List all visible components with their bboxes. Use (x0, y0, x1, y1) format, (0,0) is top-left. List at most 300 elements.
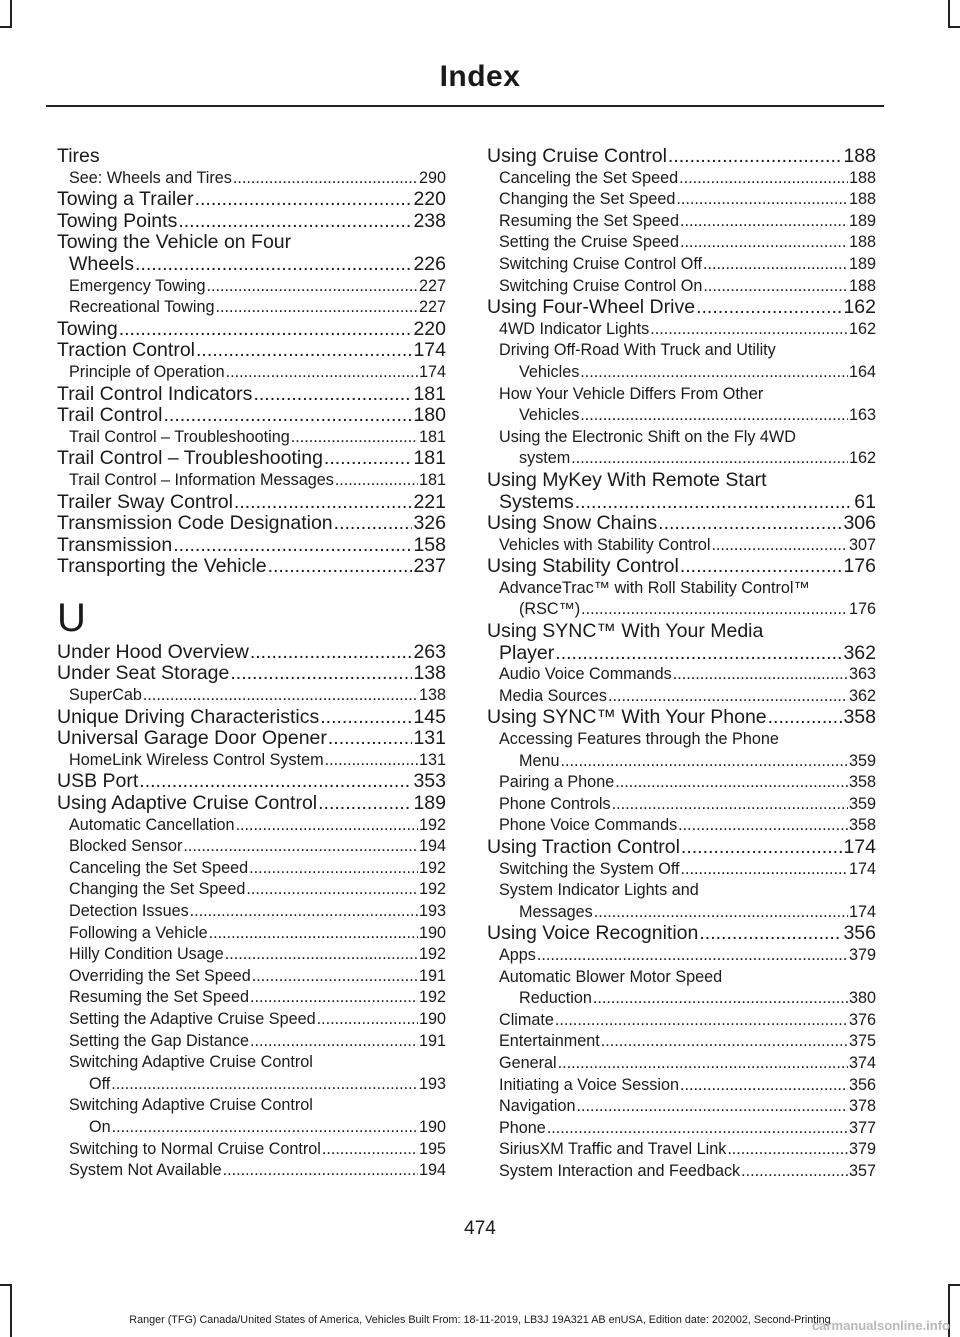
dot-leader (209, 923, 418, 945)
dot-leader (547, 1118, 848, 1140)
entry-page-number: 176 (843, 555, 876, 578)
entry-page-number: 375 (848, 1032, 876, 1051)
entry-label: Trail Control – Troubleshooting (69, 427, 290, 446)
dot-leader (680, 556, 843, 578)
crop-mark-bottom-right-h (948, 1284, 960, 1286)
entry-label: Blocked Sensor (69, 837, 183, 856)
dot-leader (163, 405, 412, 427)
index-subentry[interactable] (57, 858, 446, 880)
entry-label: Resuming the Set Speed (499, 211, 679, 230)
entry-page-number: 307 (848, 535, 876, 554)
entry-page-number: 162 (843, 296, 876, 319)
entry-label: Switching Cruise Control On (499, 276, 703, 295)
dot-leader (206, 276, 418, 298)
entry-page-number: 190 (418, 1009, 446, 1028)
dot-leader (680, 232, 848, 254)
entry-page-number: 131 (418, 750, 446, 769)
index-subentry[interactable] (487, 384, 876, 427)
dot-leader (324, 448, 413, 470)
entry-label: Accessing Features through the Phone (499, 730, 779, 749)
dot-leader (676, 189, 848, 211)
index-entry[interactable] (57, 492, 446, 514)
dot-leader (183, 836, 418, 858)
entry-label-continued: Menu (519, 751, 560, 770)
entry-label: Under Seat Storage (57, 662, 230, 685)
dot-leader (537, 945, 848, 967)
dot-leader (317, 1009, 418, 1031)
entry-label: Transporting the Vehicle (57, 555, 267, 578)
entry-label: Changing the Set Speed (69, 880, 246, 899)
index-entry[interactable] (487, 923, 876, 945)
entry-label: AdvanceTrac™ with Roll Stability Control™ (499, 578, 810, 597)
dot-leader (608, 686, 848, 708)
index-subentry[interactable] (57, 944, 446, 966)
entry-label-continued: Off (89, 1074, 111, 1093)
entry-page-number: 188 (848, 190, 876, 209)
dot-leader (555, 1010, 848, 1032)
dot-leader (236, 815, 418, 837)
entry-page-number: 356 (848, 1075, 876, 1094)
entry-page-number: 358 (848, 816, 876, 835)
entry-label: General (499, 1053, 557, 1072)
index-subentry[interactable] (57, 1009, 446, 1031)
entry-label: Detection Issues (69, 902, 189, 920)
index-subentry[interactable] (487, 427, 876, 470)
dot-leader (581, 599, 848, 621)
entry-page-number: 181 (413, 382, 446, 405)
crop-mark-top-right-h (948, 26, 960, 28)
entry-label: System Interaction and Feedback (499, 1161, 741, 1180)
entry-page-number: 174 (413, 339, 446, 362)
dot-leader (601, 1031, 848, 1053)
index-subentry[interactable] (487, 211, 876, 233)
dot-leader (615, 772, 848, 794)
index-entry[interactable] (57, 146, 446, 168)
dot-leader (673, 664, 848, 686)
index-entry[interactable] (57, 535, 446, 557)
crop-mark-top-left-v (10, 0, 12, 28)
entry-label: Automatic Cancellation (69, 815, 235, 834)
entry-page-number: 192 (418, 880, 446, 899)
entry-page-number: 263 (413, 640, 446, 663)
entry-page-number: 180 (413, 404, 446, 427)
index-entry[interactable] (57, 793, 446, 815)
dot-leader (111, 1074, 418, 1096)
index-entry[interactable] (487, 707, 876, 729)
index-subentry[interactable] (57, 987, 446, 1009)
entry-page-number: 190 (418, 923, 446, 942)
crop-mark-bottom-left-v (10, 1284, 12, 1337)
footer-text: Ranger (TFG) Canada/United States of America, Vehicles Built From: 18-11-2019, LB3J 19A321 AB enUSA, Edition date: 202002, Second-Printing (129, 1314, 831, 1326)
entry-label: Towing Points (57, 209, 178, 232)
dot-leader (561, 751, 848, 773)
dot-leader (225, 944, 418, 966)
entry-page-number: 362 (843, 641, 876, 664)
dot-leader (234, 492, 413, 514)
index-entry[interactable] (487, 513, 876, 535)
entry-page-number: 190 (418, 1117, 446, 1136)
entry-label-continued: (RSC™) (519, 600, 581, 619)
entry-page-number: 356 (843, 922, 876, 945)
entry-label: Following a Vehicle (69, 923, 208, 942)
dot-leader (335, 470, 418, 492)
dot-leader (741, 1161, 848, 1183)
dot-leader (268, 556, 413, 578)
entry-page-number: 358 (848, 773, 876, 792)
index-subentry[interactable] (487, 1031, 876, 1053)
index-subentry[interactable] (487, 1075, 876, 1097)
dot-leader (571, 448, 848, 470)
entry-label: Switching to Normal Cruise Control (69, 1139, 321, 1158)
entry-label: Climate (499, 1010, 554, 1029)
entry-label-continued: system (519, 449, 571, 468)
entry-label: Hilly Condition Usage (69, 945, 224, 964)
entry-page-number: 181 (413, 447, 446, 470)
index-subentry[interactable] (487, 1161, 876, 1183)
dot-leader (143, 685, 418, 707)
index-subentry[interactable] (487, 859, 876, 881)
index-entry[interactable] (57, 405, 446, 427)
index-subentry[interactable] (487, 686, 876, 708)
entry-label: Using Traction Control (487, 836, 680, 858)
entry-label: Changing the Set Speed (499, 190, 676, 209)
dot-leader (680, 1075, 848, 1097)
entry-page-number: 195 (418, 1139, 446, 1158)
entry-label: Entertainment (499, 1032, 600, 1051)
index-subentry[interactable] (487, 815, 876, 837)
entry-page-number: 176 (848, 600, 876, 619)
section-letter: U (57, 595, 86, 640)
dot-leader (233, 168, 418, 190)
index-entry[interactable] (487, 837, 876, 859)
entry-page-number: 189 (413, 792, 446, 815)
entry-label: Setting the Cruise Speed (499, 233, 679, 252)
entry-page-number: 181 (418, 470, 446, 489)
entry-page-number: 227 (418, 276, 446, 295)
dot-leader (190, 901, 418, 923)
index-subentry[interactable] (487, 880, 876, 923)
entry-page-number: 162 (848, 449, 876, 468)
entry-page-number: 359 (848, 751, 876, 770)
index-subentry[interactable] (487, 168, 876, 190)
entry-label-continued: Systems (499, 490, 574, 513)
dot-leader (328, 728, 413, 750)
entry-page-number: 326 (413, 512, 446, 535)
index-subentry[interactable] (487, 967, 876, 1010)
dot-leader (681, 837, 843, 859)
dot-leader (668, 146, 843, 168)
entry-label: Using Cruise Control (487, 145, 667, 167)
entry-page-number: 221 (413, 490, 446, 513)
entry-page-number: 61 (854, 490, 876, 513)
index-subentry[interactable] (487, 794, 876, 816)
dot-leader (223, 1160, 418, 1182)
entry-page-number: 194 (418, 837, 446, 856)
entry-label: Trail Control – Information Messages (69, 470, 334, 489)
dot-leader (575, 492, 854, 514)
index-subentry[interactable] (57, 966, 446, 988)
dot-leader (112, 1117, 418, 1139)
dot-leader (318, 793, 412, 815)
index-subentry[interactable] (57, 836, 446, 858)
index-subentry[interactable] (487, 772, 876, 794)
watermark: carmanualsonline.info (812, 1318, 950, 1333)
index-entry[interactable] (57, 513, 446, 535)
index-subentry[interactable] (57, 1095, 446, 1138)
index-subentry[interactable] (487, 232, 876, 254)
entry-label-continued: Vehicles (519, 362, 580, 381)
entry-label: Towing a Trailer (57, 188, 194, 211)
entry-page-number: 193 (418, 1074, 446, 1093)
entry-label: Vehicles with Stability Control (499, 535, 711, 554)
dot-leader (250, 642, 413, 664)
entry-label: SiriusXM Traffic and Travel Link (499, 1140, 727, 1159)
entry-label: Principle of Operation (69, 362, 225, 381)
index-subentry[interactable] (57, 297, 446, 319)
index-subentry[interactable] (57, 427, 446, 449)
entry-page-number: 158 (413, 533, 446, 556)
entry-label: Trailer Sway Control (57, 490, 233, 513)
entry-label: Towing the Vehicle on Four (57, 231, 292, 254)
index-entry[interactable] (57, 340, 446, 362)
dot-leader (291, 427, 418, 449)
entry-page-number: 174 (848, 902, 876, 921)
entry-label: Canceling the Set Speed (499, 168, 679, 187)
entry-page-number: 363 (848, 665, 876, 684)
index-subentry[interactable] (487, 664, 876, 686)
entry-label: USB Port (57, 770, 139, 793)
dot-leader (699, 923, 842, 945)
entry-label-continued: Wheels (69, 252, 135, 275)
index-entry[interactable] (57, 319, 446, 341)
index-subentry[interactable] (57, 750, 446, 772)
dot-leader (178, 211, 412, 233)
index-entry[interactable] (57, 728, 446, 750)
index-subentry[interactable] (57, 1160, 446, 1182)
entry-page-number: 138 (413, 662, 446, 685)
index-subentry[interactable] (487, 535, 876, 557)
dot-leader (135, 254, 412, 276)
entry-label: Towing (57, 317, 118, 340)
entry-page-number: 226 (413, 252, 446, 275)
entry-page-number: 379 (848, 945, 876, 964)
entry-label: Using Snow Chains (487, 512, 658, 535)
entry-label: Canceling the Set Speed (69, 858, 249, 877)
entry-label: How Your Vehicle Differs From Other (499, 384, 764, 403)
entry-label: Trail Control Indicators (57, 382, 253, 405)
entry-page-number: 174 (848, 859, 876, 878)
entry-page-number: 238 (413, 209, 446, 232)
entry-label: System Not Available (69, 1161, 222, 1180)
entry-page-number: 362 (848, 686, 876, 705)
entry-page-number: 379 (848, 1140, 876, 1159)
dot-leader (612, 794, 848, 816)
dot-leader (658, 513, 842, 535)
index-subentry[interactable] (57, 168, 446, 190)
index-subentry[interactable] (487, 1053, 876, 1075)
index-subentry[interactable] (487, 729, 876, 772)
entry-label-continued: Vehicles (519, 406, 580, 425)
index-subentry[interactable] (487, 254, 876, 276)
entry-page-number: 174 (418, 362, 446, 381)
index-subentry[interactable] (487, 276, 876, 298)
dot-leader (196, 340, 412, 362)
index-entry[interactable] (487, 297, 876, 319)
entry-label: See: Wheels and Tires (69, 168, 232, 187)
index-subentry[interactable] (57, 470, 446, 492)
crop-mark-top-right-v (948, 0, 950, 28)
index-subentry[interactable] (487, 1139, 876, 1161)
index-subentry[interactable] (487, 578, 876, 621)
entry-label-continued: Reduction (519, 989, 592, 1008)
entry-label: Under Hood Overview (57, 640, 249, 663)
index-subentry[interactable] (57, 1031, 446, 1053)
index-subentry[interactable] (57, 1052, 446, 1095)
dot-leader (334, 513, 413, 535)
index-entry[interactable] (57, 663, 446, 685)
dot-leader (249, 858, 418, 880)
entry-page-number: 357 (848, 1161, 876, 1180)
index-column-right (487, 146, 876, 1183)
entry-page-number: 227 (418, 298, 446, 317)
index-entry[interactable] (487, 470, 876, 513)
entry-label: Pairing a Phone (499, 773, 615, 792)
index-entry[interactable] (57, 771, 446, 793)
entry-page-number: 188 (848, 276, 876, 295)
entry-label: System Indicator Lights and (499, 881, 699, 900)
dot-leader (555, 643, 842, 665)
entry-label: Switching Adaptive Cruise Control (69, 1053, 313, 1072)
index-entry[interactable] (57, 211, 446, 233)
entry-page-number: 374 (848, 1053, 876, 1072)
index-subentry[interactable] (57, 276, 446, 298)
dot-leader (246, 879, 418, 901)
entry-label: Using MyKey With Remote Start (487, 468, 767, 491)
index-entry[interactable] (57, 189, 446, 211)
index-subentry[interactable] (487, 319, 876, 341)
entry-page-number: 192 (418, 815, 446, 834)
entry-page-number: 376 (848, 1010, 876, 1029)
entry-page-number: 194 (418, 1161, 446, 1180)
index-entry[interactable] (57, 232, 446, 275)
dot-leader (195, 189, 413, 211)
dot-leader (139, 771, 412, 793)
dot-leader (650, 319, 848, 341)
entry-page-number: 138 (418, 686, 446, 705)
index-subentry[interactable] (487, 340, 876, 383)
dot-leader (173, 535, 412, 557)
dot-leader (119, 319, 413, 341)
entry-page-number: 306 (843, 512, 876, 535)
entry-page-number: 359 (848, 794, 876, 813)
entry-page-number: 163 (848, 406, 876, 425)
index-subentry[interactable] (487, 189, 876, 211)
entry-page-number: 145 (413, 705, 446, 728)
dot-leader (253, 384, 412, 406)
entry-label: Resuming the Set Speed (69, 988, 249, 1007)
dot-leader (680, 211, 848, 233)
index-subentry[interactable] (57, 923, 446, 945)
entry-label: SuperCab (69, 686, 142, 705)
entry-page-number: 191 (418, 1031, 446, 1050)
entry-label-continued: On (89, 1117, 111, 1136)
dot-leader (252, 966, 418, 988)
entry-page-number: 290 (418, 168, 446, 187)
dot-leader (703, 254, 848, 276)
page-title: Index (439, 60, 521, 93)
index-entry[interactable] (487, 556, 876, 578)
entry-page-number: 192 (418, 945, 446, 964)
entry-label: Universal Garage Door Opener (57, 727, 327, 750)
entry-label: Tires (57, 145, 100, 167)
dot-leader (558, 1053, 848, 1075)
index-entry[interactable] (57, 556, 446, 578)
entry-label: Transmission (57, 533, 173, 556)
entry-label: Using Adaptive Cruise Control (57, 792, 318, 815)
dot-leader (320, 707, 412, 729)
index-subentry[interactable] (487, 1118, 876, 1140)
index-entry[interactable] (487, 146, 876, 168)
entry-page-number: 378 (848, 1097, 876, 1116)
dot-leader (226, 362, 418, 384)
entry-page-number: 188 (843, 145, 876, 167)
entry-page-number: 377 (848, 1118, 876, 1137)
entry-page-number: 358 (843, 706, 876, 729)
index-subentry[interactable] (487, 945, 876, 967)
entry-page-number: 220 (413, 188, 446, 211)
entry-label: Using SYNC™ With Your Media (487, 620, 764, 643)
index-entry[interactable] (57, 448, 446, 470)
entry-label: Automatic Blower Motor Speed (499, 967, 723, 986)
entry-page-number: 237 (413, 555, 446, 578)
index-subentry[interactable] (57, 815, 446, 837)
entry-label-continued: Messages (519, 902, 593, 921)
index-subentry[interactable] (57, 901, 446, 923)
index-subentry[interactable] (57, 685, 446, 707)
entry-label: Traction Control (57, 339, 195, 362)
header-divider (46, 105, 884, 107)
index-subentry[interactable] (57, 1139, 446, 1161)
index-entry[interactable] (57, 642, 446, 664)
index-entry[interactable] (57, 707, 446, 729)
entry-label: Driving Off-Road With Truck and Utility (499, 341, 776, 360)
entry-label: Using Four-Wheel Drive (487, 296, 696, 319)
index-subentry[interactable] (487, 1096, 876, 1118)
entry-page-number: 131 (413, 727, 446, 750)
dot-leader (250, 987, 418, 1009)
entry-page-number: 174 (843, 836, 876, 858)
dot-leader (727, 1139, 848, 1161)
entry-page-number: 164 (848, 362, 876, 381)
page-number: 474 (464, 1218, 496, 1239)
index-entry[interactable] (487, 621, 876, 664)
entry-label: Phone Voice Commands (499, 816, 678, 835)
entry-page-number: 380 (848, 989, 876, 1008)
dot-leader (768, 707, 843, 729)
index-subentry[interactable] (487, 1010, 876, 1032)
entry-label: Phone Controls (499, 794, 611, 813)
index-column-left (57, 146, 446, 1182)
dot-leader (230, 663, 412, 685)
entry-label: Media Sources (499, 686, 607, 705)
entry-label: Transmission Code Designation (57, 512, 333, 535)
index-subentry[interactable] (57, 362, 446, 384)
dot-leader (580, 362, 848, 384)
entry-label: Recreational Towing (69, 298, 215, 317)
dot-leader (679, 168, 848, 190)
index-subentry[interactable] (57, 879, 446, 901)
index-entry[interactable] (57, 384, 446, 406)
